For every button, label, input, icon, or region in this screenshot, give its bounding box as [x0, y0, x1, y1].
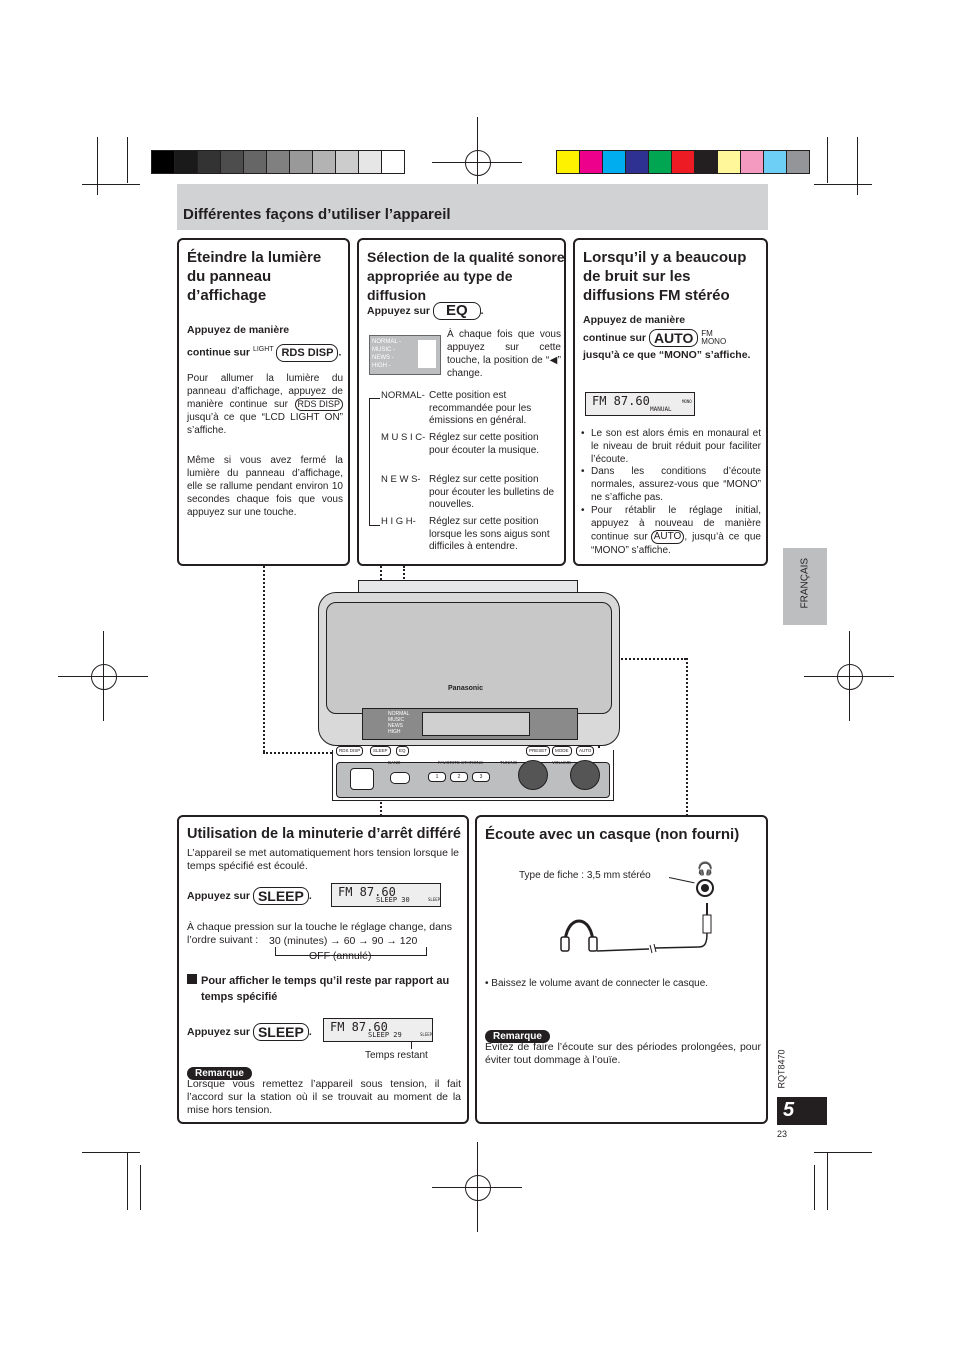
- remarque-badge: Remarque: [187, 1067, 252, 1080]
- sleep-lcd-1: FM 87.60 SLEEP 30 SLEEP: [331, 883, 441, 907]
- eq-mini-mode: MUSIC -: [372, 347, 395, 353]
- eq-mode-label: N E W S-: [381, 474, 421, 485]
- doc-code: RQT8470: [776, 1049, 787, 1089]
- auto-button-inline: AUTO: [651, 530, 685, 544]
- device-button: MODE: [552, 746, 572, 756]
- eq-mode-label: M U S I C-: [381, 432, 426, 443]
- sleep-intro: L’appareil se met automatiquement hors tension lorsque le temps spécifié est écoulé.: [187, 847, 459, 872]
- device-label: BAND: [388, 760, 401, 765]
- color-swatch: [174, 151, 197, 173]
- color-swatch: [625, 151, 648, 173]
- color-swatch: [197, 151, 220, 173]
- device-button: RDS DISP: [336, 746, 363, 756]
- subhead-square: [187, 974, 197, 984]
- eq-mini-mode: NEWS -: [372, 355, 394, 361]
- device-mode-label: MUSIC: [388, 717, 405, 723]
- color-swatch: [335, 151, 358, 173]
- mono-bullet: • Le son est alors émis en monaural et le niveau de bruit réduit pour faciliter l’écoute.: [581, 428, 761, 465]
- mono-bullet: • Pour rétablir le réglage initial, appuyez à nouveau de manière continue sur AUTO , jusqu’à ce que “MONO” s’affiche.: [581, 504, 761, 556]
- mono-bullets: [581, 428, 761, 558]
- gray-scale-bar: [151, 150, 405, 174]
- light-title: Éteindre la lumière du panneau d’affichage: [187, 249, 322, 304]
- sleep-note: Lorsque vous remettez l’appareil sous tension, il fait l’accord sur la station où il se trouvait au moment de la mise hors tension.: [187, 1078, 461, 1116]
- eq-bracket: [369, 398, 380, 526]
- eq-mini-mode: HIGH -: [372, 363, 391, 369]
- headphones-note: Évitez de faire l’écoute sur des périodes prolongées, pour éviter tout dommage à l’ouïe.: [485, 1041, 761, 1066]
- device-label: VOLUME: [552, 760, 572, 765]
- device-station: 1: [428, 772, 446, 782]
- eq-mode-text: Réglez sur cette position pour écouter les bulletins de nouvelles.: [429, 474, 555, 510]
- color-swatch: [671, 151, 694, 173]
- eq-description: À chaque fois que vous appuyez sur cette touche, la position de “◀” change.: [447, 329, 561, 379]
- color-swatch: [266, 151, 289, 173]
- color-swatch: [786, 151, 809, 173]
- color-swatch: [740, 151, 763, 173]
- device-button: EQ: [396, 746, 409, 756]
- color-swatch: [648, 151, 671, 173]
- device-label: TUNING: [500, 760, 518, 765]
- device-station: 3: [472, 772, 490, 782]
- color-swatch: [763, 151, 786, 173]
- leader-line: [686, 658, 688, 816]
- section-title: Différentes façons d’utiliser l’appareil: [183, 206, 451, 223]
- device-brand: Panasonic: [448, 685, 484, 692]
- color-swatch: [602, 151, 625, 173]
- color-swatch: [220, 151, 243, 173]
- language-tab: [783, 548, 827, 625]
- device-illustration: [318, 580, 620, 802]
- section-header: [177, 184, 768, 230]
- rds-disp-button-inline: RDS DISP: [295, 398, 344, 411]
- sleep-cycle-intro: À chaque pression sur la touche le réglage change, dans l’ordre suivant :: [187, 921, 453, 946]
- device-button: AUTO: [576, 746, 594, 756]
- light-paragraph-1: Pour allumer la lumière du panneau d’affichage, appuyez de manière continue sur RDS DISP jusqu’à ce que “LCD LIGHT ON” s’affiche.: [187, 373, 343, 437]
- mono-bullet: • Dans les conditions d’écoute normales, assurez-vous que “MONO” ne s’affiche pas.: [581, 466, 761, 503]
- sleep-instruction-2: Appuyez sur SLEEP .: [187, 1024, 312, 1040]
- light-panel: [177, 238, 350, 566]
- rds-disp-button[interactable]: RDS DISP: [276, 344, 338, 362]
- headphones-bullet: • Baissez le volume avant de connecter le casque.: [485, 978, 709, 989]
- color-bar: [556, 150, 810, 174]
- eq-mode-text: Cette position est recommandée pour les émissions en général.: [429, 390, 532, 426]
- headphones-icon: [557, 903, 717, 963]
- color-swatch: [243, 151, 266, 173]
- sleep-lcd-2: FM 87.60 SLEEP 29 SLEEP: [323, 1018, 433, 1042]
- mono-instruction: Appuyez de manière continue sur AUTO FM MONO jusqu’à ce que “MONO” s’affiche.: [583, 314, 751, 361]
- auto-button[interactable]: AUTO: [649, 329, 698, 347]
- chapter-number: 5: [783, 1099, 795, 1121]
- device-station: 2: [450, 772, 468, 782]
- color-swatch: [557, 151, 579, 173]
- color-swatch: [694, 151, 717, 173]
- plug-type-label: Type de fiche : 3,5 mm stéréo: [519, 870, 651, 881]
- leader: [669, 877, 695, 883]
- leader-line: [263, 566, 265, 752]
- language-label: FRANÇAIS: [799, 557, 811, 609]
- eq-mini-mode: NORMAL -: [372, 339, 402, 345]
- sleep-title: Utilisation de la minuterie d’arrêt différé: [187, 826, 461, 842]
- sleep-button-2[interactable]: SLEEP: [253, 1023, 309, 1041]
- device-button: PRESET: [526, 746, 550, 756]
- mono-panel: [573, 238, 768, 566]
- device-mode-label: NORMAL: [388, 711, 410, 717]
- color-swatch: [152, 151, 174, 173]
- eq-instruction: Appuyez sur EQ .: [367, 302, 484, 319]
- headphone-jack-icon: [696, 879, 714, 897]
- eq-mini-display: [369, 335, 441, 375]
- sleep-cycle-off: OFF (annulé): [309, 950, 372, 962]
- light-instruction: Appuyez de manière continue sur $^{LIGHT}$ RDS DISP .: [187, 320, 347, 363]
- light-paragraph-2: Même si vous avez fermé la lumière du panneau d’affichage, elle se rallume pendant environ 10 secondes chaque fois que vous appuyez sur une touche.: [187, 455, 343, 518]
- headphone-symbol-icon: 🎧: [697, 861, 714, 876]
- color-swatch: [381, 151, 404, 173]
- eq-button[interactable]: EQ: [433, 302, 481, 320]
- eq-title: Sélection de la qualité sonore appropriée au type de diffusion: [367, 249, 565, 303]
- color-swatch: [717, 151, 740, 173]
- color-swatch: [358, 151, 381, 173]
- sleep-subhead: Pour afficher le temps qu’il reste par rapport au temps spécifié: [201, 975, 450, 1003]
- eq-mode-text: Réglez sur cette position pour écouter la musique.: [429, 432, 540, 456]
- remaining-label: Temps restant: [365, 1050, 428, 1061]
- eq-mode-text: Réglez sur cette position lorsque les sons aigus sont difficiles à entendre.: [429, 516, 550, 552]
- sleep-panel: [177, 815, 469, 1124]
- device-label: FAVORITE STATIONS: [438, 760, 484, 765]
- mono-title: Lorsqu’il y a beaucoup de bruit sur les diffusions FM stéréo: [583, 249, 747, 304]
- sleep-instruction-1: Appuyez sur SLEEP .: [187, 888, 312, 904]
- device-button: SLEEP: [370, 746, 391, 756]
- headphones-title: Écoute avec un casque (non fourni): [485, 826, 740, 843]
- color-swatch: [579, 151, 602, 173]
- color-swatch: [289, 151, 312, 173]
- eq-panel: [357, 238, 566, 566]
- sleep-button[interactable]: SLEEP: [253, 887, 309, 905]
- page-number: 23: [777, 1129, 788, 1139]
- color-swatch: [312, 151, 335, 173]
- chapter-badge: [777, 1097, 827, 1125]
- eq-mode-label: H I G H-: [381, 516, 416, 527]
- headphones-panel: [475, 815, 768, 1124]
- device-mode-label: HIGH: [388, 729, 401, 735]
- remarque-badge-2: Remarque: [485, 1030, 550, 1043]
- device-mode-label: NEWS: [388, 723, 403, 729]
- eq-mode-label: NORMAL-: [381, 390, 425, 401]
- sleep-cycle: 30 (minutes) → 60 → 90 → 120: [269, 935, 418, 947]
- mono-lcd: FM 87.60 MANUAL MONO: [585, 392, 695, 416]
